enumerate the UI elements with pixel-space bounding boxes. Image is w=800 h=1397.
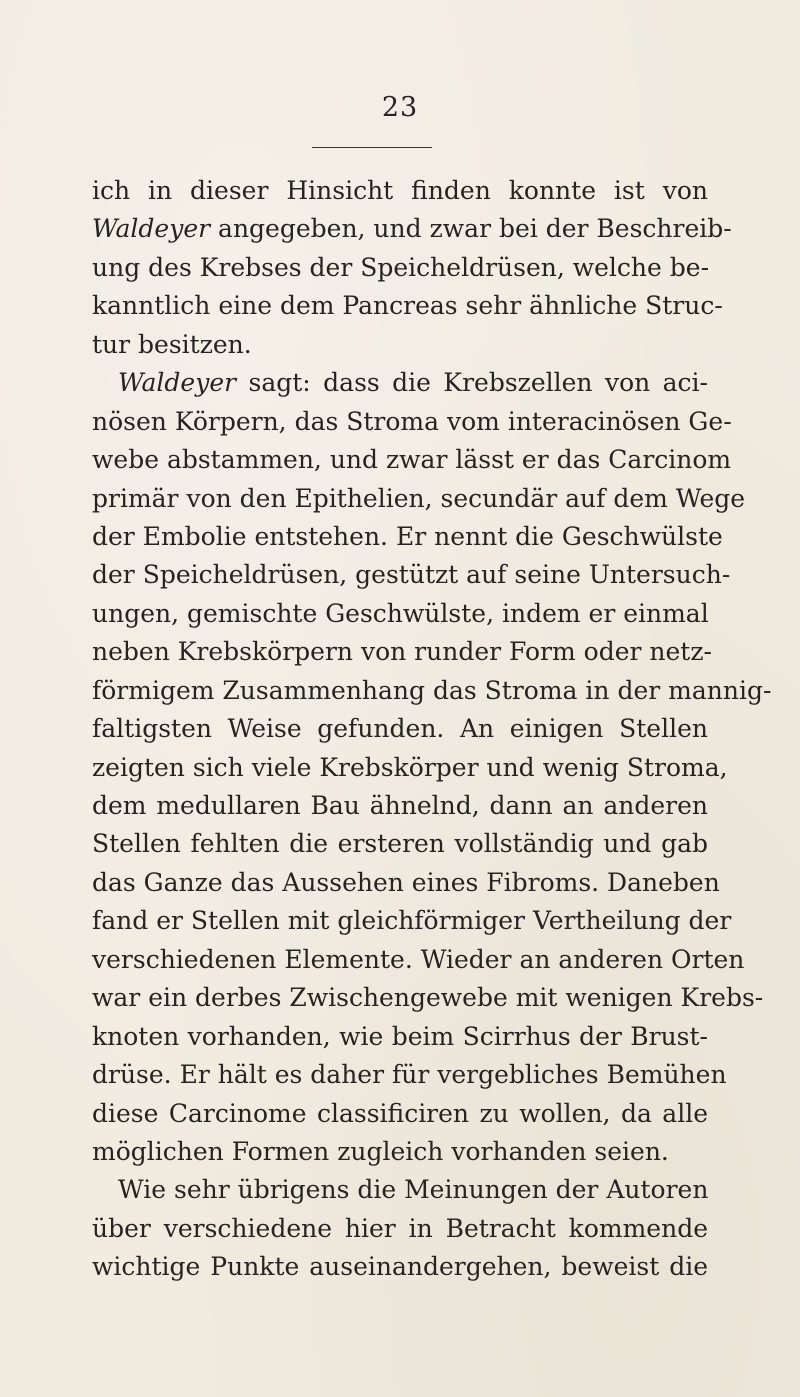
line-text: der Embolie entstehen. Er nennt die Geschwülste [92,521,723,551]
line-text: über verschiedene hier in Betracht kommende [92,1213,708,1243]
text-line [92,1210,708,1248]
text-line [92,633,712,671]
line-text: nösen Körpern, das Stroma vom interacinösen Ge- [92,406,732,436]
text-line [92,556,731,594]
line-text: Stellen fehlten die ersteren vollständig und gab [92,829,708,859]
text-line [92,864,720,902]
text-line [92,979,764,1017]
line-text: fand er Stellen mit gleichförmiger Vertheilung der [92,906,732,936]
line-text: neben Krebskörpern von runder Form oder netz- [92,637,712,667]
line-text: zeigten sich viele Krebskörper und wenig Stroma, [92,752,728,782]
line-text: diese Carcinome classificiren zu wollen, da alle [92,1098,708,1128]
text-line [92,1018,708,1056]
line-text: faltigsten Weise gefunden. An einigen Stellen [92,714,708,744]
text-line [92,326,708,364]
text-line [92,1056,727,1094]
text-line [92,249,708,287]
text-line [92,287,723,325]
text-line [92,1248,708,1286]
line-text: tur besitzen. [92,329,252,359]
line-text: Wie sehr übrigens die Meinungen der Autoren [118,1175,709,1205]
line-text: verschiedenen Elemente. Wieder an anderen Orten [92,944,745,974]
text-line [92,172,708,210]
line-text: ung des Krebses der Speicheldrüsen, welche be- [92,252,710,282]
body-text [92,172,772,1287]
text-line [92,518,723,556]
text-line [92,749,728,787]
line-text: möglichen Formen zugleich vorhanden seien. [92,1136,669,1166]
text-line [92,710,708,748]
text-line [92,941,745,979]
text-line [92,672,772,710]
line-text: förmigem Zusammenhang das Stroma in der mannig- [92,675,772,705]
line-text: knoten vorhanden, wie beim Scirrhus der Brust- [92,1021,708,1051]
line-text: das Ganze das Aussehen eines Fibroms. Daneben [92,867,720,897]
line-text: drüse. Er hält es daher für vergebliches Bemühen [92,1060,727,1090]
text-line [92,403,732,441]
line-text: sagt: dass die Krebszellen von aci- [236,368,708,398]
page-number: 23 [381,92,419,123]
line-text: primär von den Epithelien, secundär auf dem Wege [92,483,746,513]
text-line [92,441,732,479]
line-text: dem medullaren Bau ähnelnd, dann an anderen [92,791,708,820]
text-line [92,1133,708,1171]
text-line [92,825,708,863]
text-line [92,595,708,633]
text-line [92,480,746,518]
author-name: Waldeyer [118,368,237,398]
author-name: Waldeyer [92,214,211,244]
line-text: kanntlich eine dem Pancreas sehr ähnliche Struc- [92,291,723,321]
text-line [92,902,732,940]
text-line [92,1095,708,1133]
line-text: war ein derbes Zwischengewebe mit wenigen Krebs- [92,983,764,1013]
line-text: wichtige Punkte auseinandergehen, beweist die [92,1252,708,1282]
line-text: ich in dieser Hinsicht finden konnte ist von [92,176,708,205]
text-line [92,364,708,402]
text-line [92,1171,708,1209]
text-line [92,210,732,248]
line-text: der Speicheldrüsen, gestützt auf seine Untersuch- [92,560,731,590]
header-rule [312,147,432,148]
line-text: ungen, gemischte Geschwülste, indem er einmal [92,598,709,628]
line-text: webe abstammen, und zwar lässt er das Carcinom [92,445,732,475]
line-text: angegeben, und zwar bei der Beschreib- [210,214,732,244]
text-line [92,787,708,825]
